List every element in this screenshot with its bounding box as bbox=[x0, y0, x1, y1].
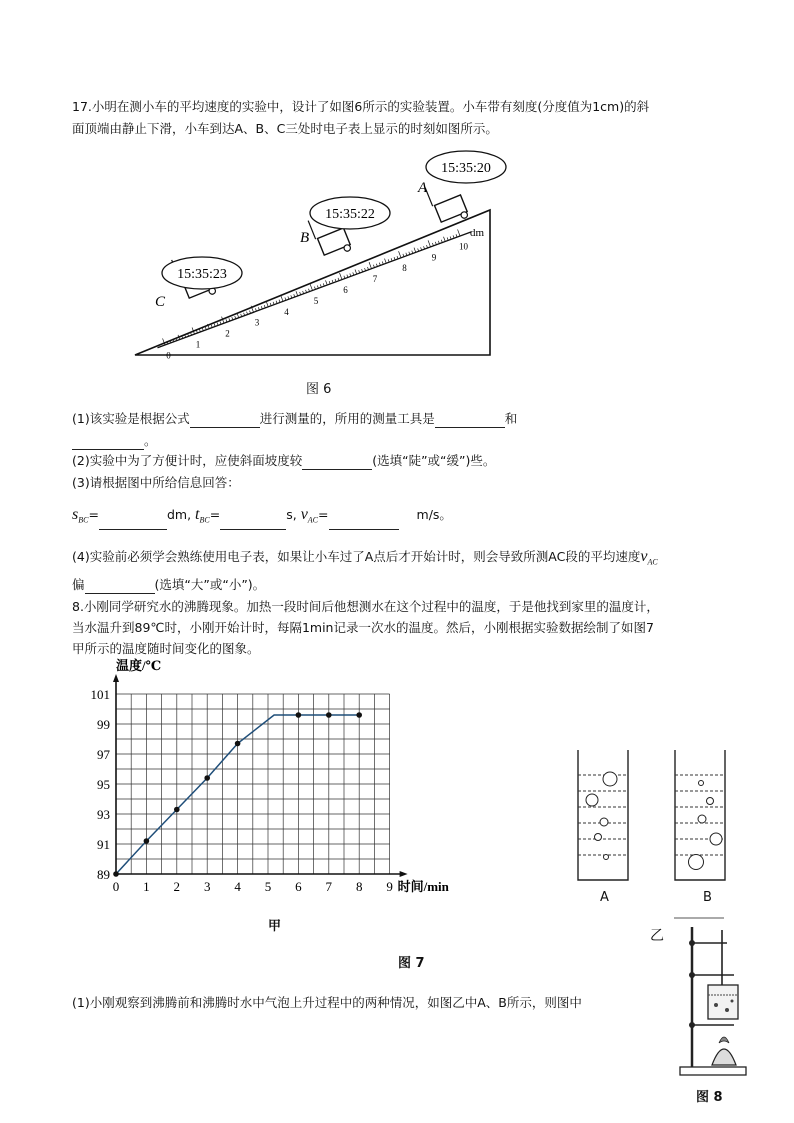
y-tick-label: 99 bbox=[97, 717, 110, 732]
ruler-tick bbox=[444, 237, 446, 242]
answer-blank-tool1[interactable] bbox=[435, 413, 505, 428]
ruler-tick-label: 9 bbox=[431, 252, 437, 263]
data-point bbox=[204, 775, 210, 781]
data-point bbox=[174, 807, 180, 813]
q17-part2-a: (2)实验中为了方便计时，应使斜面坡度较 bbox=[72, 453, 303, 468]
ruler-tick bbox=[217, 323, 218, 326]
ruler-tick bbox=[235, 316, 236, 319]
q8-intro-line3: 甲所示的温度随时间变化的图象。 bbox=[72, 641, 260, 656]
q17-intro-line2: 面顶端由静止下滑，小车到达A、B、C三处时电子表上显示的时刻如图所示。 bbox=[72, 121, 498, 136]
q17-part1-line2 bbox=[72, 432, 157, 450]
q17-part3: (3)请根据图中所给信息回答： bbox=[72, 475, 240, 490]
ruler-tick bbox=[300, 292, 301, 295]
q8-intro-line1: 8.小刚同学研究水的沸腾现象。加热一段时间后他想测水在这个过程中的温度，于是他找到家里的温度计， bbox=[72, 599, 659, 614]
answer-blank-vac[interactable] bbox=[329, 515, 399, 530]
ruler-tick bbox=[412, 251, 413, 254]
data-point bbox=[235, 741, 241, 747]
ruler-tick bbox=[338, 278, 339, 281]
ruler-tick bbox=[247, 312, 248, 315]
ruler-tick bbox=[438, 241, 439, 244]
answer-blank-formula[interactable] bbox=[190, 413, 260, 428]
answer-blank-tool2[interactable] bbox=[72, 435, 144, 450]
ruler-tick bbox=[220, 321, 221, 324]
ruler-tick bbox=[344, 276, 345, 279]
ruler-tick bbox=[382, 262, 383, 265]
q17-part4-c: (选填“大”或“小”)。 bbox=[154, 577, 266, 592]
figure-6-incline bbox=[120, 140, 520, 365]
ruler-tick bbox=[285, 297, 286, 300]
ruler-tick bbox=[399, 251, 401, 258]
ruler-tick-label: 8 bbox=[402, 263, 407, 274]
ruler-tick bbox=[273, 302, 274, 305]
ruler-tick bbox=[244, 313, 245, 316]
q17-part1-c: 和 bbox=[504, 411, 518, 426]
q17-part4 bbox=[72, 548, 658, 572]
ruler-tick bbox=[428, 240, 430, 247]
unit-ms: m/s。 bbox=[416, 507, 452, 522]
ruler-tick bbox=[288, 296, 289, 299]
x-tick-label: 2 bbox=[173, 879, 181, 894]
q17-part1-a: (1)该实验是根据公式 bbox=[72, 411, 190, 426]
ruler-tick-label: 6 bbox=[343, 284, 348, 295]
ruler-tick bbox=[196, 330, 197, 333]
ruler-tick bbox=[447, 238, 448, 241]
ruler-tick bbox=[291, 295, 292, 298]
ruler-tick bbox=[355, 269, 357, 274]
q8-intro-line2: 当水温升到89℃时，小刚开始计时，每隔1min记录一次水的温度。然后，小刚根据实验数据绘制了如图7 bbox=[72, 620, 654, 635]
ruler-tick bbox=[450, 236, 451, 239]
q8-part1: (1)小刚观察到沸腾前和沸腾时水中气泡上升过程中的两种情况，如图乙中A、B所示，则图中 bbox=[72, 995, 582, 1010]
ruler-tick bbox=[365, 268, 366, 271]
ruler-tick bbox=[421, 247, 422, 250]
ruler-tick bbox=[250, 311, 251, 314]
ruler-tick bbox=[403, 254, 404, 257]
ruler-tick bbox=[294, 294, 295, 297]
ruler-tick-label: 4 bbox=[284, 306, 289, 317]
beakers-figure bbox=[570, 745, 740, 905]
ruler-tick-label: 5 bbox=[313, 295, 319, 306]
data-point bbox=[144, 838, 150, 844]
beaker-a bbox=[578, 750, 628, 880]
ruler-tick bbox=[373, 265, 374, 268]
x-tick-label: 8 bbox=[355, 879, 363, 894]
ruler-tick bbox=[414, 248, 416, 253]
ruler-tick bbox=[441, 240, 442, 243]
symbol-s-sub: BC bbox=[78, 515, 89, 525]
ruler-tick bbox=[418, 248, 419, 251]
x-tick-label: 6 bbox=[295, 879, 302, 894]
ruler-tick bbox=[326, 280, 328, 285]
x-tick-label: 3 bbox=[203, 879, 211, 894]
answer-blank-sbc[interactable] bbox=[99, 515, 167, 530]
ruler-tick bbox=[406, 253, 407, 256]
ruler-tick bbox=[362, 269, 363, 272]
symbol-v-sub: AC bbox=[307, 515, 319, 525]
ruler-tick-label: 2 bbox=[225, 328, 230, 339]
ruler-unit-label: dm bbox=[470, 227, 485, 239]
ruler-tick bbox=[427, 245, 428, 248]
symbol-s: s bbox=[72, 506, 79, 523]
ruler-tick bbox=[388, 259, 389, 262]
ruler-tick bbox=[323, 283, 324, 286]
ruler-tick bbox=[226, 319, 227, 322]
ruler-tick-label: 1 bbox=[195, 339, 201, 350]
x-tick-label: 9 bbox=[386, 879, 393, 894]
ruler-tick bbox=[359, 270, 360, 273]
y-tick-label: 93 bbox=[97, 807, 110, 822]
unit-s: s, bbox=[286, 507, 297, 522]
label-c: C bbox=[155, 294, 166, 310]
y-tick-label: 101 bbox=[90, 687, 110, 702]
ruler-tick bbox=[424, 246, 425, 249]
ruler-tick bbox=[296, 291, 298, 296]
clock-a-time: 15:35:20 bbox=[441, 161, 491, 176]
ruler-tick bbox=[432, 243, 433, 246]
data-point bbox=[356, 712, 362, 718]
ruler-tick bbox=[394, 257, 395, 260]
answer-blank-tbc[interactable] bbox=[220, 515, 286, 530]
y-tick-label: 91 bbox=[97, 837, 110, 852]
x-tick-label: 1 bbox=[143, 879, 150, 894]
symbol-t-sub: BC bbox=[199, 515, 210, 525]
clock-b-time: 15:35:22 bbox=[325, 207, 375, 222]
ruler-tick bbox=[309, 289, 310, 292]
data-point bbox=[296, 712, 302, 718]
car-at-a bbox=[425, 176, 469, 227]
ruler-tick bbox=[255, 308, 256, 311]
ruler-tick bbox=[350, 274, 351, 277]
answer-blank-bias[interactable] bbox=[85, 579, 155, 594]
data-point bbox=[326, 712, 332, 718]
ruler-tick bbox=[310, 284, 312, 291]
ruler-tick bbox=[270, 303, 271, 306]
ruler-tick bbox=[397, 256, 398, 259]
ruler-tick bbox=[368, 267, 369, 270]
ruler-tick bbox=[202, 328, 203, 331]
ruler-tick bbox=[317, 286, 318, 289]
ruler-tick-label: 10 bbox=[458, 241, 468, 252]
q17-part2-b: (选填“陡”或“缓”)些。 bbox=[372, 453, 496, 468]
q17-part1-b: 进行测量的，所用的测量工具是 bbox=[259, 411, 435, 426]
ruler-tick bbox=[453, 235, 454, 238]
ruler-tick bbox=[303, 291, 304, 294]
ruler-tick bbox=[199, 329, 200, 332]
y-axis-label: 温度/℃ bbox=[116, 658, 162, 673]
ruler-tick bbox=[385, 259, 387, 264]
unit-dm: dm, bbox=[166, 507, 192, 522]
figure-8-apparatus bbox=[672, 915, 762, 1080]
temperature-time-chart bbox=[80, 655, 470, 900]
y-tick-label: 97 bbox=[97, 747, 110, 762]
y-tick-label: 89 bbox=[97, 867, 110, 882]
ruler-tick bbox=[435, 242, 436, 245]
label-a: A bbox=[418, 180, 428, 196]
eq1: = bbox=[88, 507, 99, 522]
q17-intro-line1: 17.小明在测小车的平均速度的实验中，设计了如图6所示的实验装置。小车带有刻度(分度值为1cm)的斜 bbox=[72, 99, 650, 114]
figure-7-caption: 图 7 bbox=[398, 956, 425, 971]
ruler-tick bbox=[241, 314, 242, 317]
ruler-tick bbox=[232, 317, 233, 320]
x-tick-label: 7 bbox=[325, 879, 333, 894]
ruler-tick bbox=[329, 281, 330, 284]
ruler-tick bbox=[205, 327, 206, 330]
figure-6-caption: 图 6 bbox=[306, 382, 332, 397]
ruler-tick bbox=[320, 284, 321, 287]
x-axis-label: 时间/min bbox=[397, 879, 449, 894]
ruler-tick bbox=[261, 306, 262, 309]
ruler-tick bbox=[306, 290, 307, 293]
graph-label-jia: 甲 bbox=[268, 919, 282, 934]
ruler-tick bbox=[229, 318, 230, 321]
eq3: = bbox=[318, 507, 329, 522]
ruler-tick bbox=[258, 307, 259, 310]
ruler-tick bbox=[314, 287, 315, 290]
data-point bbox=[113, 871, 119, 877]
beaker-a-label: A bbox=[600, 890, 609, 905]
ruler-tick bbox=[335, 279, 336, 282]
eq2: = bbox=[209, 507, 221, 522]
ruler-tick-label: 0 bbox=[166, 350, 171, 361]
q17-part1 bbox=[72, 410, 517, 428]
label-b: B bbox=[300, 230, 310, 246]
beaker-b bbox=[675, 750, 725, 880]
x-axis-arrow bbox=[400, 871, 408, 877]
ruler-tick bbox=[332, 280, 333, 283]
q17-part2 bbox=[72, 452, 495, 470]
ruler-tick bbox=[347, 275, 348, 278]
ruler-tick bbox=[353, 272, 354, 275]
x-tick-label: 0 bbox=[112, 879, 120, 894]
ruler-tick-label: 3 bbox=[254, 317, 260, 328]
ruler-tick bbox=[376, 264, 377, 267]
figure-yi-label: 乙 bbox=[650, 928, 664, 944]
ruler-tick bbox=[214, 324, 215, 327]
symbol-v-ac: v bbox=[640, 548, 648, 565]
clock-c-time: 15:35:23 bbox=[177, 267, 227, 282]
ruler-tick bbox=[409, 252, 410, 255]
ruler-tick bbox=[267, 302, 269, 307]
ruler-tick bbox=[264, 305, 265, 308]
q17-part4-a: (4)实验前必须学会熟练使用电子表，如果让小车过了A点后才开始计时，则会导致所测AC段的平均速度 bbox=[72, 549, 641, 564]
ruler-tick bbox=[279, 300, 280, 303]
ruler-tick bbox=[340, 273, 342, 280]
x-tick-label: 5 bbox=[264, 879, 272, 894]
ruler-tick bbox=[211, 325, 212, 328]
ruler-tick bbox=[456, 234, 457, 237]
y-tick-label: 95 bbox=[97, 777, 110, 792]
figure-8-caption: 图 8 bbox=[696, 1090, 723, 1105]
symbol-v-ac-sub: AC bbox=[647, 557, 658, 567]
q17-part3-answers bbox=[72, 506, 452, 530]
symbol-v: v bbox=[300, 506, 308, 523]
ruler-tick bbox=[379, 263, 380, 266]
answer-blank-slope[interactable] bbox=[302, 455, 372, 470]
ruler-tick bbox=[369, 262, 371, 269]
ruler-tick bbox=[458, 229, 460, 236]
ruler-tick bbox=[391, 258, 392, 261]
ruler-tick-label: 7 bbox=[372, 274, 378, 285]
q17-part1-end: 。 bbox=[144, 433, 157, 448]
y-axis-arrow bbox=[113, 674, 119, 682]
symbol-t: t bbox=[195, 506, 200, 523]
q17-part4-b: 偏 bbox=[72, 577, 85, 592]
x-tick-label: 4 bbox=[234, 879, 241, 894]
q17-part4-line2 bbox=[72, 576, 265, 594]
beaker-b-label: B bbox=[703, 890, 712, 905]
ruler-tick bbox=[276, 301, 277, 304]
